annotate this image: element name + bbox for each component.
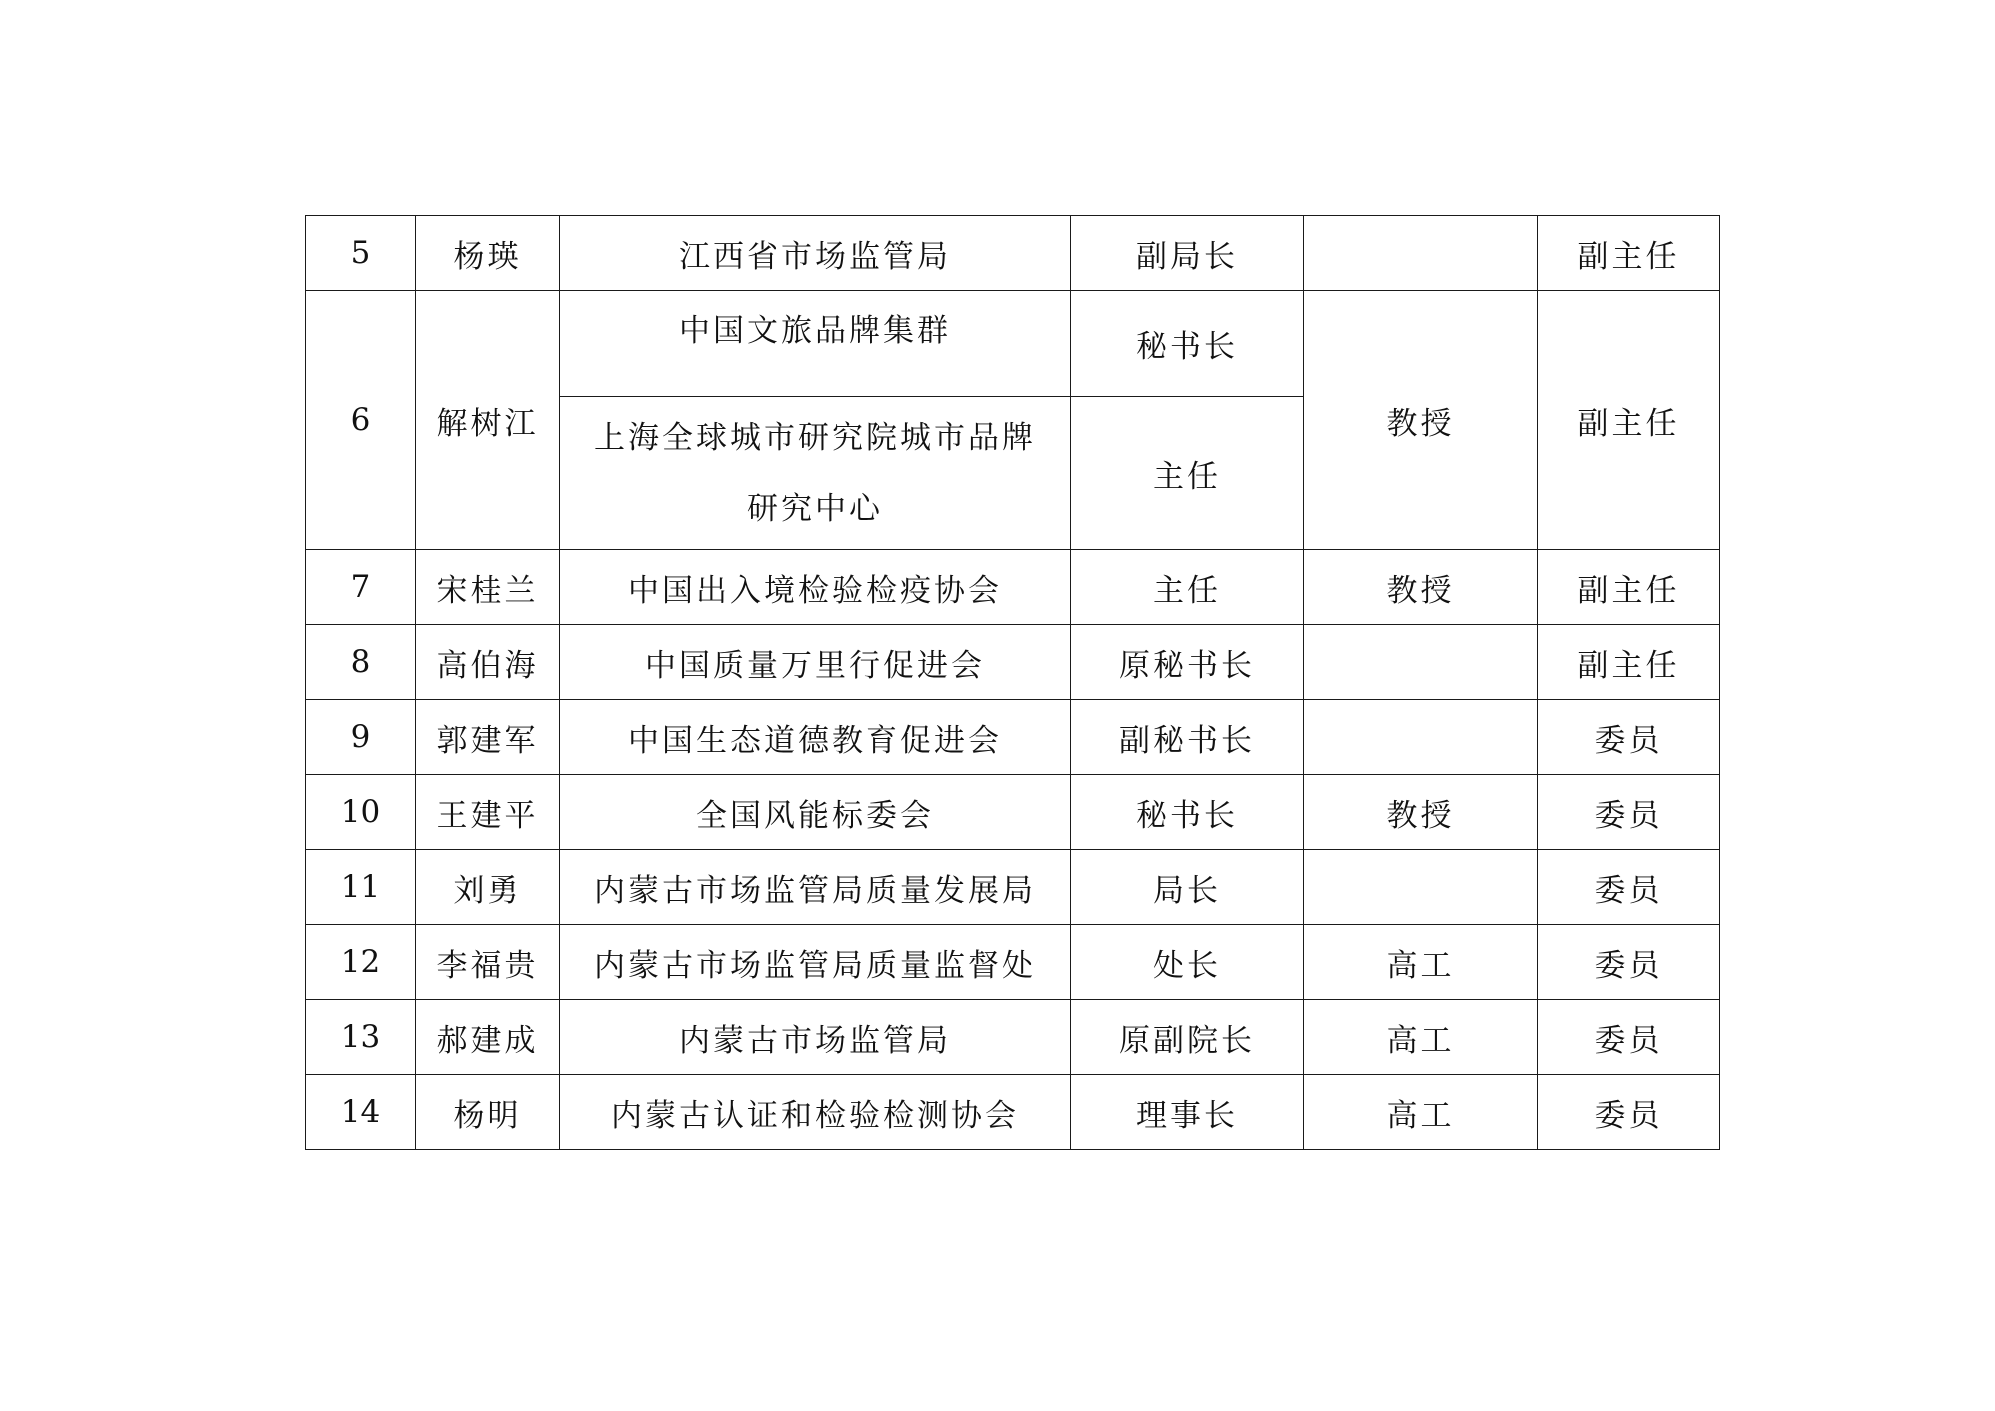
member-title: 高工 bbox=[1304, 1000, 1538, 1075]
member-name: 高伯海 bbox=[416, 625, 560, 700]
row-number: 12 bbox=[306, 925, 416, 1000]
member-organization: 全国风能标委会 bbox=[560, 775, 1071, 850]
member-position: 秘书长 bbox=[1071, 775, 1304, 850]
table-row bbox=[306, 625, 1720, 700]
table-row bbox=[306, 1000, 1720, 1075]
table-row bbox=[306, 291, 1720, 397]
member-organization: 中国出入境检验检疫协会 bbox=[560, 550, 1071, 625]
row-number: 14 bbox=[306, 1075, 416, 1150]
row-number: 6 bbox=[306, 291, 416, 550]
member-committee-role: 委员 bbox=[1538, 700, 1720, 775]
member-title: 教授 bbox=[1304, 291, 1538, 550]
member-name: 郭建军 bbox=[416, 700, 560, 775]
member-organization: 内蒙古市场监管局 bbox=[560, 1000, 1071, 1075]
member-title bbox=[1304, 850, 1538, 925]
committee-member-table bbox=[305, 215, 1720, 1150]
row-number: 7 bbox=[306, 550, 416, 625]
member-organization: 内蒙古认证和检验检测协会 bbox=[560, 1075, 1071, 1150]
member-position: 副秘书长 bbox=[1071, 700, 1304, 775]
member-position: 主任 bbox=[1071, 397, 1304, 550]
member-name: 解树江 bbox=[416, 291, 560, 550]
table-row bbox=[306, 550, 1720, 625]
member-position: 理事长 bbox=[1071, 1075, 1304, 1150]
member-committee-role: 委员 bbox=[1538, 1000, 1720, 1075]
member-committee-role: 委员 bbox=[1538, 775, 1720, 850]
member-position: 处长 bbox=[1071, 925, 1304, 1000]
table-row bbox=[306, 775, 1720, 850]
member-committee-role: 副主任 bbox=[1538, 216, 1720, 291]
member-organization: 内蒙古市场监管局质量监督处 bbox=[560, 925, 1071, 1000]
member-organization: 中国生态道德教育促进会 bbox=[560, 700, 1071, 775]
member-title: 教授 bbox=[1304, 550, 1538, 625]
member-position: 原秘书长 bbox=[1071, 625, 1304, 700]
row-number: 5 bbox=[306, 216, 416, 291]
member-title bbox=[1304, 625, 1538, 700]
member-committee-role: 副主任 bbox=[1538, 625, 1720, 700]
row-number: 9 bbox=[306, 700, 416, 775]
member-organization: 上海全球城市研究院城市品牌研究中心 bbox=[560, 397, 1071, 550]
member-name: 王建平 bbox=[416, 775, 560, 850]
member-title: 高工 bbox=[1304, 925, 1538, 1000]
member-name: 郝建成 bbox=[416, 1000, 560, 1075]
table-row bbox=[306, 216, 1720, 291]
member-committee-role: 副主任 bbox=[1538, 550, 1720, 625]
member-name: 宋桂兰 bbox=[416, 550, 560, 625]
member-committee-role: 副主任 bbox=[1538, 291, 1720, 550]
member-title bbox=[1304, 700, 1538, 775]
row-number: 11 bbox=[306, 850, 416, 925]
member-position: 秘书长 bbox=[1071, 291, 1304, 397]
member-name: 杨明 bbox=[416, 1075, 560, 1150]
row-number: 13 bbox=[306, 1000, 416, 1075]
member-organization: 江西省市场监管局 bbox=[560, 216, 1071, 291]
member-title: 教授 bbox=[1304, 775, 1538, 850]
member-position: 副局长 bbox=[1071, 216, 1304, 291]
member-name: 刘勇 bbox=[416, 850, 560, 925]
member-committee-role: 委员 bbox=[1538, 1075, 1720, 1150]
member-title: 高工 bbox=[1304, 1075, 1538, 1150]
member-organization: 中国文旅品牌集群 bbox=[560, 291, 1071, 397]
row-number: 8 bbox=[306, 625, 416, 700]
member-position: 主任 bbox=[1071, 550, 1304, 625]
table-row bbox=[306, 700, 1720, 775]
member-position: 局长 bbox=[1071, 850, 1304, 925]
member-name: 杨瑛 bbox=[416, 216, 560, 291]
member-name: 李福贵 bbox=[416, 925, 560, 1000]
member-position: 原副院长 bbox=[1071, 1000, 1304, 1075]
member-organization: 内蒙古市场监管局质量发展局 bbox=[560, 850, 1071, 925]
member-organization: 中国质量万里行促进会 bbox=[560, 625, 1071, 700]
row-number: 10 bbox=[306, 775, 416, 850]
table-row bbox=[306, 925, 1720, 1000]
table-row bbox=[306, 1075, 1720, 1150]
table-row bbox=[306, 850, 1720, 925]
member-committee-role: 委员 bbox=[1538, 925, 1720, 1000]
member-committee-role: 委员 bbox=[1538, 850, 1720, 925]
member-title bbox=[1304, 216, 1538, 291]
